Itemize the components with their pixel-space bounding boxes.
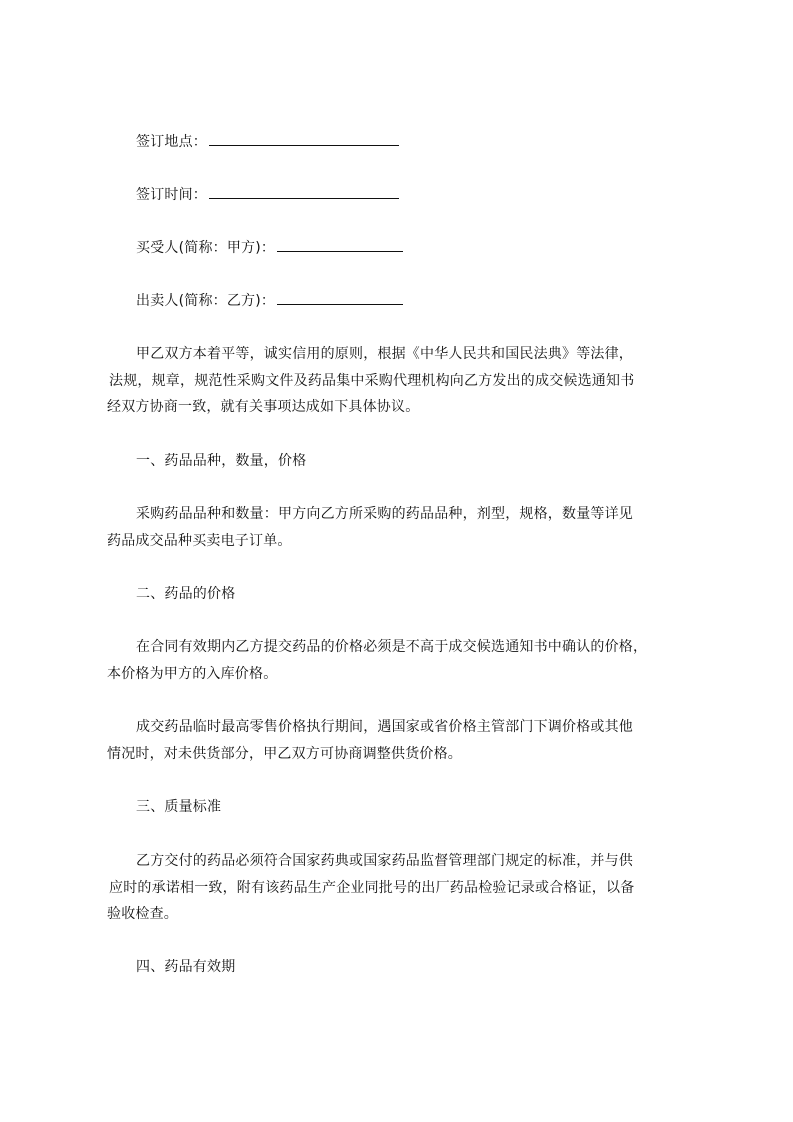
section-1-heading: 一、药品品种，数量，价格 (136, 453, 307, 469)
signing-time-label: 签订时间： (136, 187, 207, 203)
buyer-label: 买受人(简称：甲方)： (136, 240, 276, 256)
signing-place-field (136, 132, 736, 151)
section-2-para-1-line-1: 在合同有效期内乙方提交药品的价格必须是不高于成交候选通知书中确认的价格， (136, 639, 648, 655)
seller-label: 出卖人(简称：乙方)： (136, 293, 276, 309)
intro-line-2: 法规，规章，规范性采购文件及药品集中采购代理机构向乙方发出的成交候选通知书 (109, 373, 635, 389)
signing-time-field (136, 185, 736, 204)
section-2-heading: 二、药品的价格 (136, 586, 236, 602)
intro-line-1: 甲乙双方本着平等，诚实信用的原则，根据《中华人民共和国民法典》等法律， (136, 346, 633, 362)
section-1-line-1: 采购药品品种和数量：甲方向乙方所采购的药品品种，剂型，规格，数量等详见 (136, 506, 633, 522)
signing-place-blank[interactable] (209, 132, 399, 146)
seller-field (136, 291, 736, 310)
section-4-heading: 四、药品有效期 (136, 959, 236, 975)
section-3-line-3: 验收检查。 (107, 906, 178, 922)
section-1-line-2: 药品成交品种买卖电子订单。 (107, 533, 292, 549)
seller-blank[interactable] (277, 291, 403, 305)
signing-time-blank[interactable] (209, 185, 399, 199)
signing-place-label: 签订地点： (136, 134, 207, 150)
section-3-heading: 三、质量标准 (136, 799, 222, 815)
section-3-line-1: 乙方交付的药品必须符合国家药典或国家药品监督管理部门规定的标准，并与供 (136, 853, 633, 869)
section-2-para-1-line-2: 本价格为甲方的入库价格。 (107, 666, 278, 682)
intro-line-3: 经双方协商一致，就有关事项达成如下具体协议。 (107, 399, 420, 415)
buyer-field (136, 238, 736, 257)
section-2-para-2-line-1: 成交药品临时最高零售价格执行期间，遇国家或省价格主管部门下调价格或其他 (136, 719, 633, 735)
section-3-line-2: 应时的承诺相一致，附有该药品生产企业同批号的出厂药品检验记录或合格证，以备 (109, 880, 635, 896)
section-2-para-2-line-2: 情况时，对未供货部分，甲乙双方可协商调整供货价格。 (107, 746, 462, 762)
buyer-blank[interactable] (277, 238, 403, 252)
